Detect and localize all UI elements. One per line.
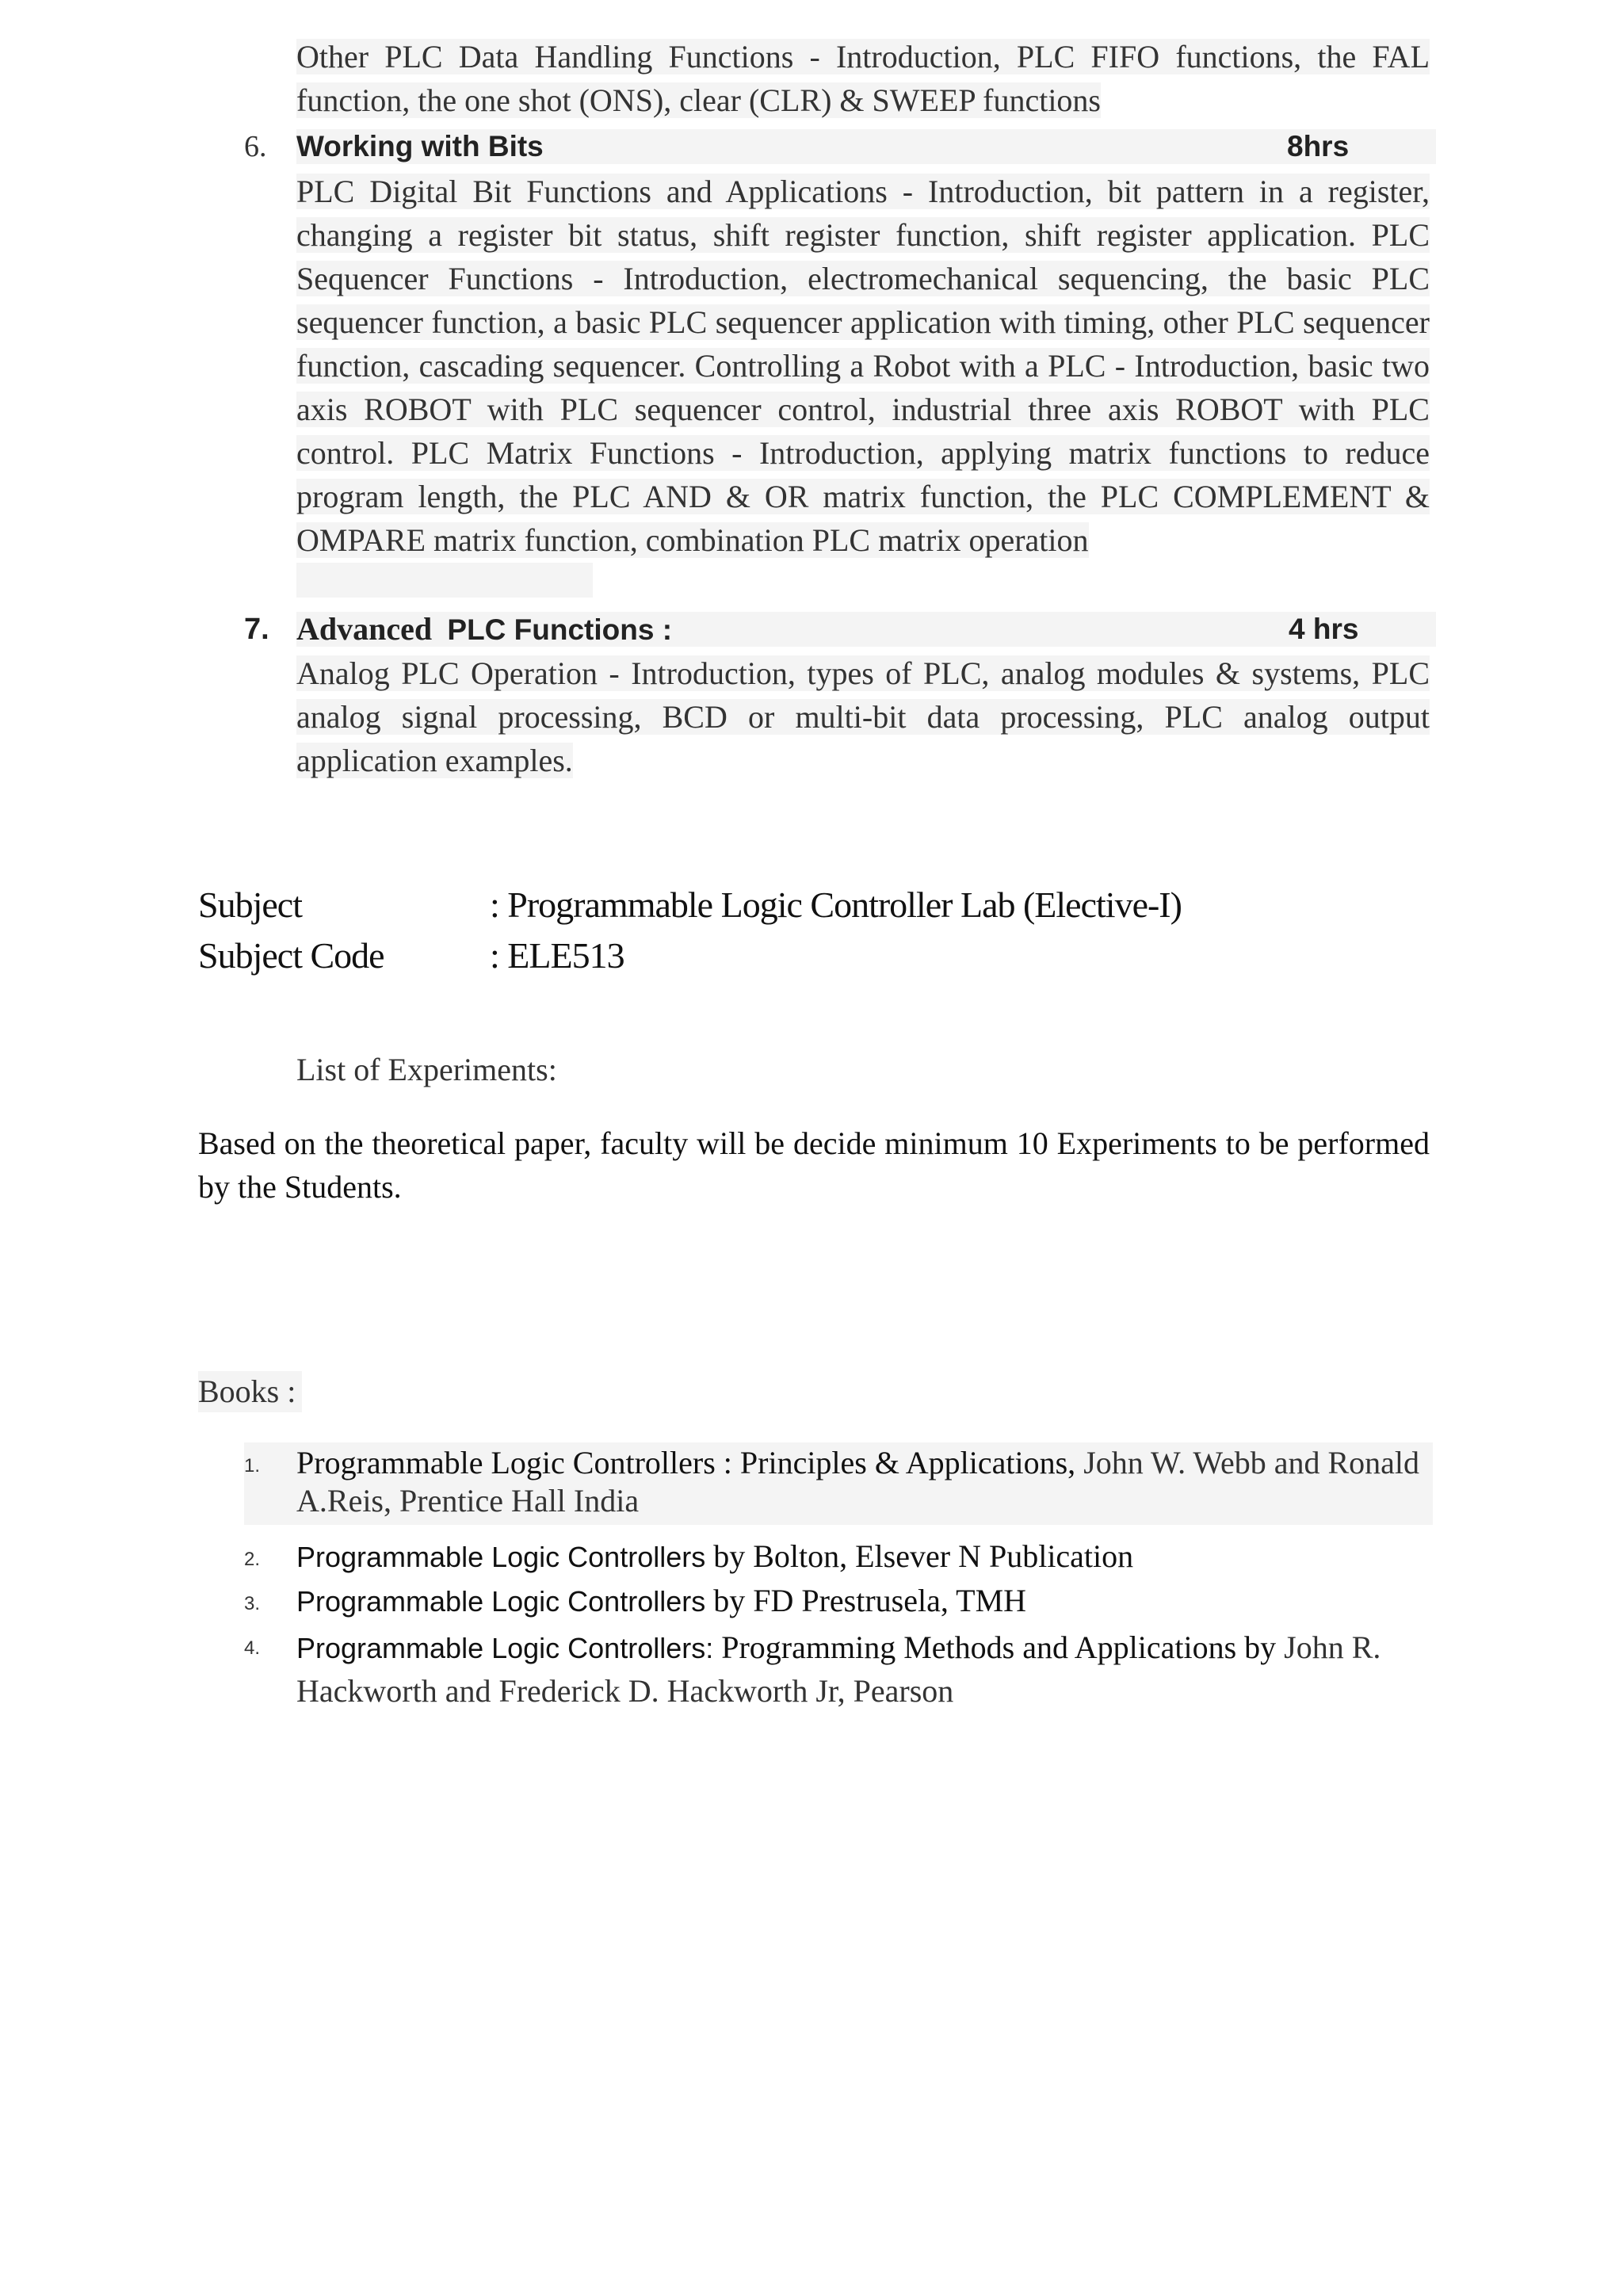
- continued-paragraph: [296, 35, 1430, 122]
- book-4-number: 4.: [244, 1637, 261, 1659]
- unit-6-title: Working with Bits: [296, 130, 544, 162]
- book-2-authors: by Bolton, Elsever N Publication: [705, 1538, 1134, 1574]
- unit-7-heading: [244, 610, 1430, 648]
- experiments-heading: List of Experiments:: [296, 1052, 557, 1087]
- book-4-subtitle: Programming Methods and Applications by: [713, 1629, 1277, 1665]
- book-1-title: Programmable Logic Controllers : Principles & Applications,: [296, 1445, 1076, 1480]
- subject-code-label: Subject Code: [198, 935, 384, 976]
- unit-7-body-text: Analog PLC Operation - Introduction, types of PLC, analog modules & systems, PLC analog signal processing, BCD or multi-bit data processing, PLC analog output application examples.: [296, 655, 1430, 778]
- book-2-text: [296, 1538, 1438, 1576]
- unit-7-title: [296, 610, 672, 650]
- book-1-number: 1.: [244, 1455, 261, 1477]
- unit-6-number: 6.: [244, 130, 267, 163]
- unit-7-hours: 4 hrs: [1289, 613, 1359, 645]
- book-3-title: Programmable Logic Controllers: [296, 1585, 706, 1618]
- unit-6-hours: 8hrs: [1287, 130, 1350, 162]
- book-3-number: 3.: [244, 1593, 261, 1614]
- unit-7-title-serif: Advanced: [296, 611, 433, 647]
- subject-block: [198, 880, 1434, 991]
- unit-6-trailing-band: [296, 563, 593, 598]
- unit-7-body: [296, 651, 1430, 782]
- experiments-text: Based on the theoretical paper, faculty will be decide minimum 10 Experiments to be performed by the Students.: [198, 1125, 1430, 1205]
- subject-label: Subject: [198, 884, 302, 925]
- unit-6-heading: [244, 128, 1430, 166]
- book-3-text: [296, 1582, 1438, 1621]
- unit-7-number: 7.: [244, 613, 269, 646]
- book-4-text: [296, 1626, 1438, 1713]
- unit-6-body-text: PLC Digital Bit Functions and Applications - Introduction, bit pattern in a register, changing a register bit status, shift register function, shift register application. PLC Sequencer Functions - Introduction, electromechanical sequencing, the basic PLC sequencer function, a basic PLC sequencer application with timing, other PLC sequencer function, cascading sequencer. Controlling a Robot with a PLC - Introduction, basic two axis ROBOT with PLC sequencer control, industrial three axis ROBOT with PLC control. PLC Matrix Functions - Introduction, applying matrix functions to reduce program length, the PLC AND & OR matrix function, the PLC COMPLEMENT & OMPARE matrix function, combination PLC matrix operation: [296, 174, 1430, 558]
- book-1-text: [296, 1444, 1438, 1520]
- subject-code-value: : ELE513: [490, 935, 624, 976]
- book-2-title: Programmable Logic Controllers: [296, 1541, 706, 1573]
- unit-6-body: [296, 170, 1430, 562]
- book-2-number: 2.: [244, 1549, 261, 1570]
- books-heading: Books :: [198, 1371, 302, 1412]
- book-3-authors: by FD Prestrusela, TMH: [705, 1583, 1027, 1618]
- book-4-authors: John R. Hackworth and Frederick D. Hackworth Jr, Pearson: [296, 1629, 1381, 1709]
- book-1-authors: John W. Webb and Ronald A.Reis, Prentice Hall India: [296, 1445, 1419, 1519]
- subject-value: : Programmable Logic Controller Lab (Elective-I): [490, 884, 1182, 925]
- book-4-title: Programmable Logic Controllers:: [296, 1632, 714, 1664]
- unit-7-title-sans: PLC Functions :: [447, 613, 673, 646]
- continued-paragraph-text: Other PLC Data Handling Functions - Introduction, PLC FIFO functions, the FAL function, the one shot (ONS), clear (CLR) & SWEEP functions: [296, 39, 1430, 118]
